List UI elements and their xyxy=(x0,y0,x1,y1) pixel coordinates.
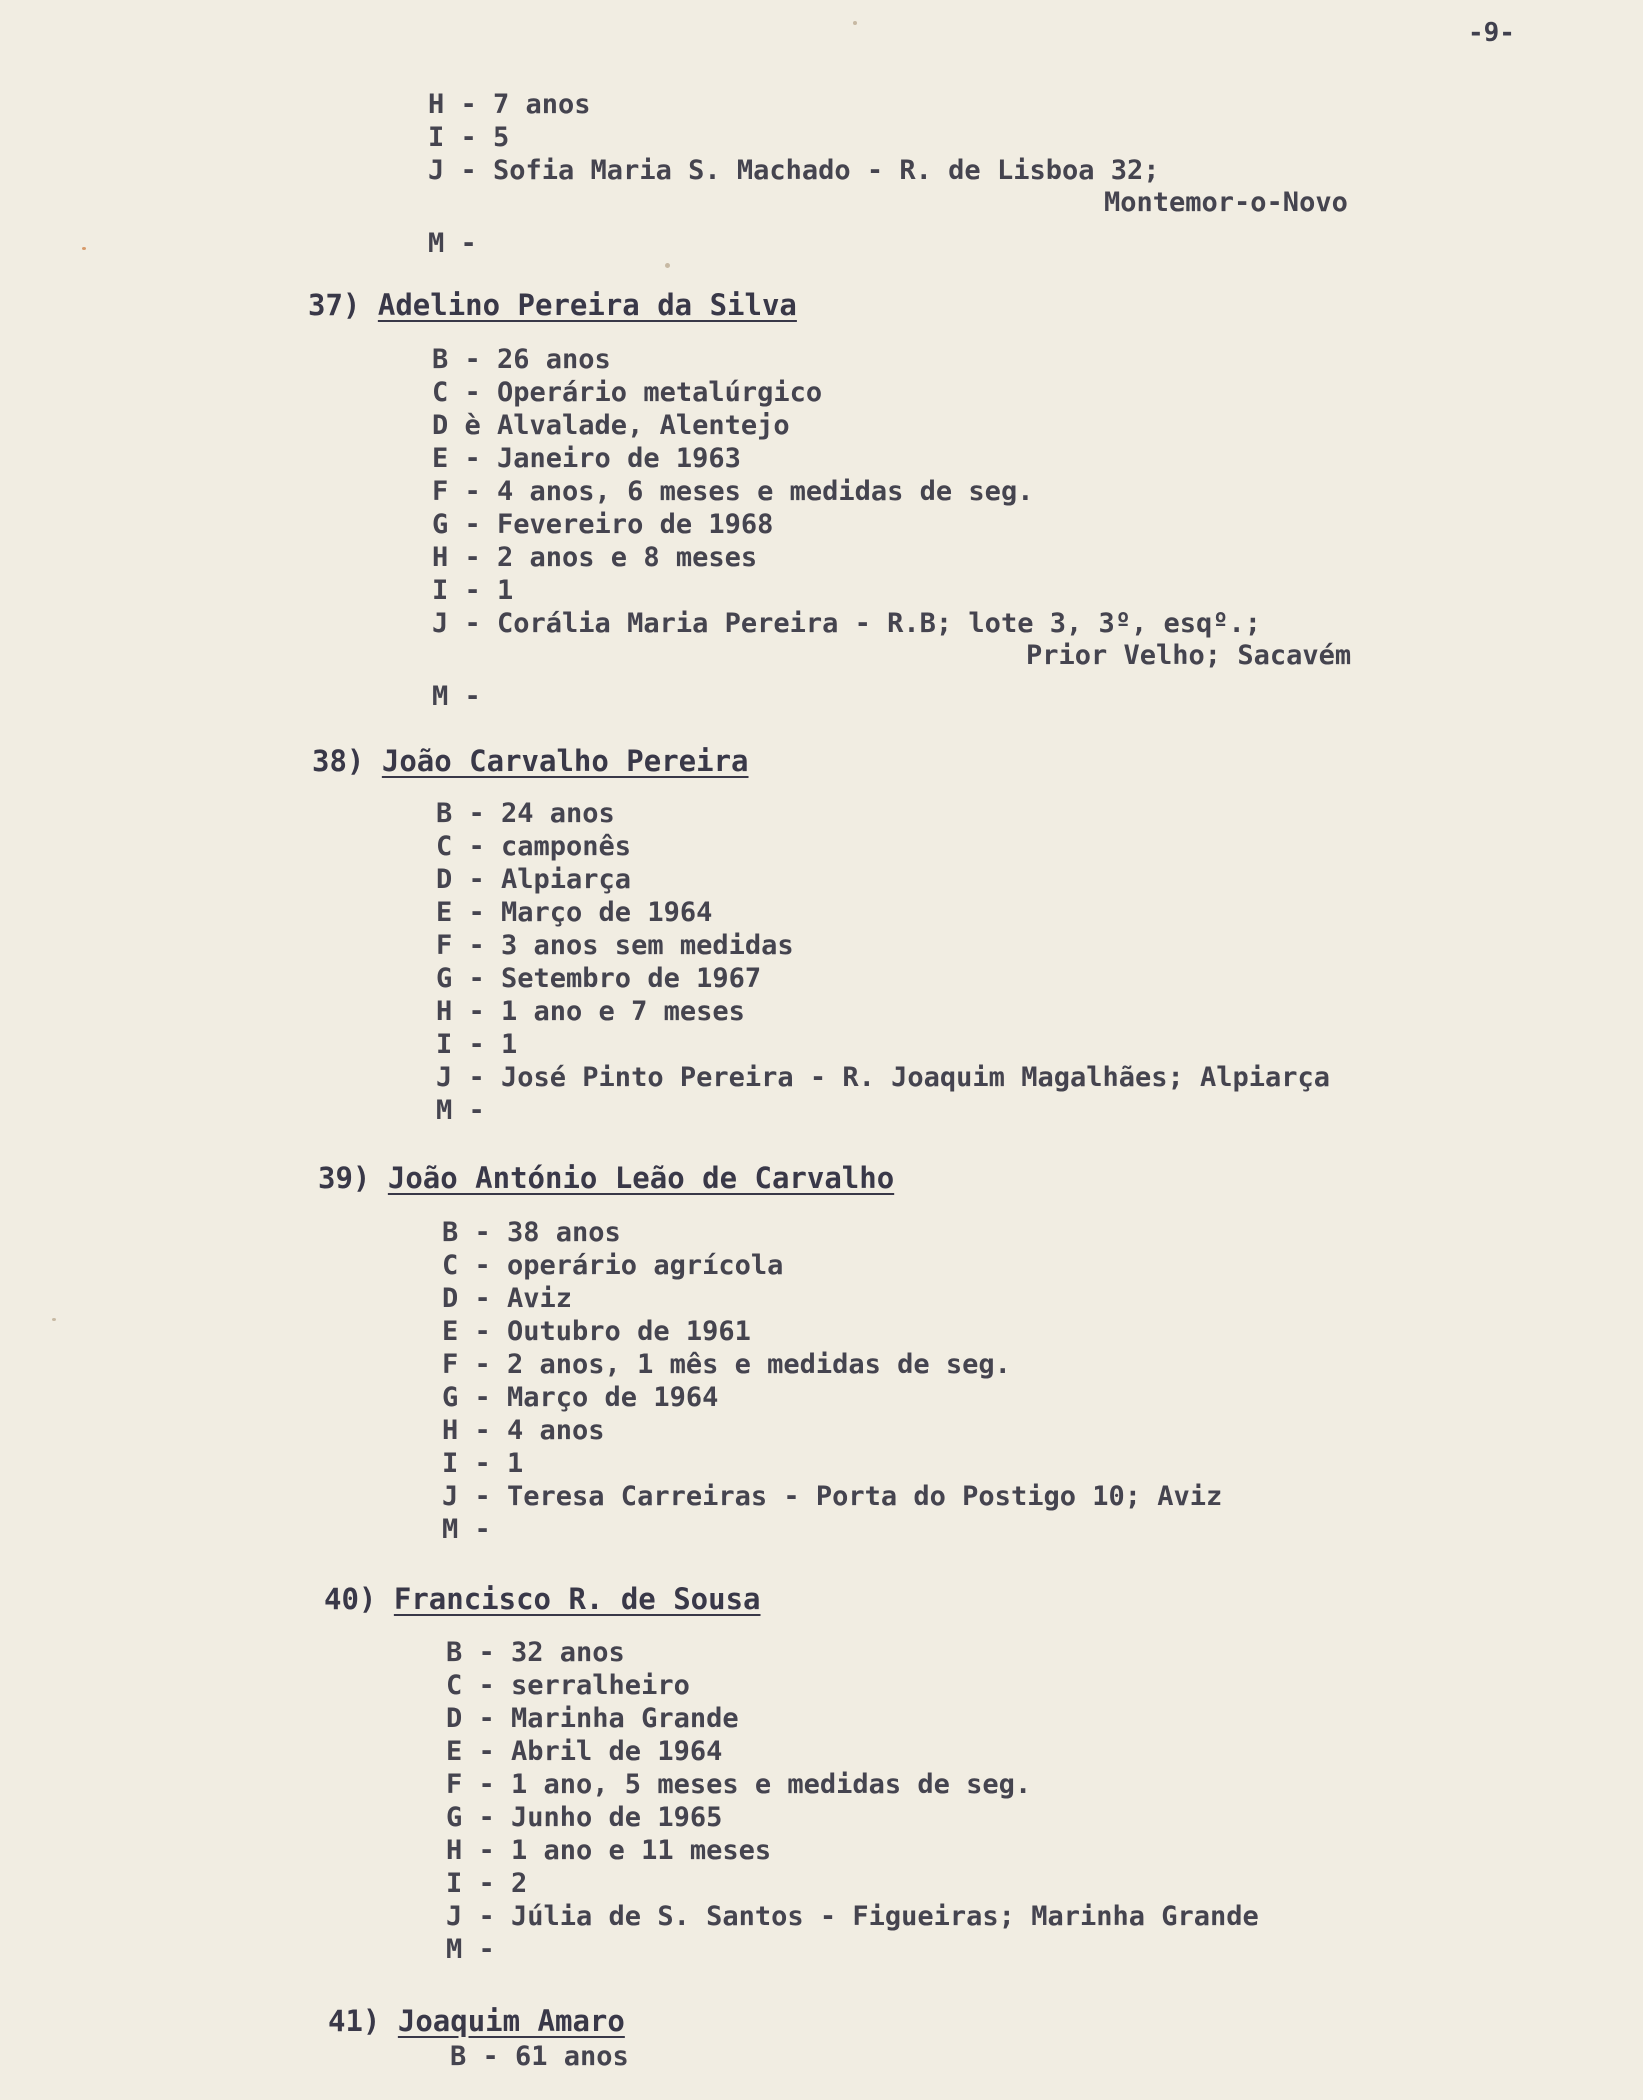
field-line: I - 2 xyxy=(446,1868,528,1899)
field-line: B - 26 anos xyxy=(432,344,611,375)
paper-speck xyxy=(853,21,857,25)
field-line: I - 1 xyxy=(432,575,514,606)
field-line: J - José Pinto Pereira - R. Joaquim Magalhães; Alpiarça xyxy=(436,1062,1331,1093)
entry-heading xyxy=(308,288,797,322)
field-line: H - 2 anos e 8 meses xyxy=(432,542,758,573)
field-line: D - Alpiarça xyxy=(436,864,632,895)
field-line: J - Teresa Carreiras - Porta do Postigo 10; Aviz xyxy=(442,1481,1223,1512)
entry-number: 41) xyxy=(328,2004,381,2038)
field-line: G - Fevereiro de 1968 xyxy=(432,509,774,540)
field-line: F - 3 anos sem medidas xyxy=(436,930,794,961)
field-line: E - Outubro de 1961 xyxy=(442,1316,751,1347)
entry-number: 38) xyxy=(312,744,365,778)
field-line: F - 2 anos, 1 mês e medidas de seg. xyxy=(442,1349,1011,1380)
field-line: C - camponês xyxy=(436,831,632,862)
field-line: M - xyxy=(436,1095,485,1126)
field-line: J - Júlia de S. Santos - Figueiras; Marinha Grande xyxy=(446,1901,1259,1932)
field-line: I - 1 xyxy=(436,1029,518,1060)
field-line: F - 1 ano, 5 meses e medidas de seg. xyxy=(446,1769,1032,1800)
field-line: H - 1 ano e 11 meses xyxy=(446,1835,772,1866)
field-line: C - operário agrícola xyxy=(442,1250,784,1281)
field-line: C - serralheiro xyxy=(446,1670,690,1701)
paper-speck xyxy=(82,247,86,250)
paper-speck xyxy=(52,1318,56,1321)
field-line: I - 5 xyxy=(428,122,510,153)
paper-speck xyxy=(665,263,670,268)
entry-number: 37) xyxy=(308,288,361,322)
field-line: B - 38 anos xyxy=(442,1217,621,1248)
entry-heading xyxy=(318,1161,894,1195)
field-line: E - Abril de 1964 xyxy=(446,1736,723,1767)
field-line: M - xyxy=(432,681,481,712)
field-line: D - Aviz xyxy=(442,1283,573,1314)
entry-name: Adelino Pereira da Silva xyxy=(377,288,797,322)
entry-number: 39) xyxy=(318,1161,371,1195)
entry-heading xyxy=(328,2004,625,2038)
entry-heading xyxy=(324,1582,761,1616)
field-line: I - 1 xyxy=(442,1448,524,1479)
field-line: G - Setembro de 1967 xyxy=(436,963,762,994)
field-line: B - 61 anos xyxy=(450,2041,629,2072)
entry-name: João Carvalho Pereira xyxy=(381,744,749,778)
field-line: C - Operário metalúrgico xyxy=(432,377,823,408)
field-line: B - 24 anos xyxy=(436,798,615,829)
address-continuation: Montemor-o-Novo xyxy=(1104,187,1348,218)
entry-name: Joaquim Amaro xyxy=(397,2004,625,2038)
field-line: H - 1 ano e 7 meses xyxy=(436,996,745,1027)
field-line: M - xyxy=(442,1514,491,1545)
entry-name: João António Leão de Carvalho xyxy=(387,1161,895,1195)
field-line: D è Alvalade, Alentejo xyxy=(432,410,790,441)
field-line: B - 32 anos xyxy=(446,1637,625,1668)
field-line: J - Corália Maria Pereira - R.B; lote 3, 3º, esqº.; xyxy=(432,608,1262,639)
field-line: M - xyxy=(446,1934,495,1965)
field-line: H - 4 anos xyxy=(442,1415,605,1446)
field-line: E - Março de 1964 xyxy=(436,897,713,928)
field-line: H - 7 anos xyxy=(428,89,591,120)
address-continuation: Prior Velho; Sacavém xyxy=(1026,640,1352,671)
entry-name: Francisco R. de Sousa xyxy=(393,1582,761,1616)
field-line: G - Junho de 1965 xyxy=(446,1802,723,1833)
field-line: G - Março de 1964 xyxy=(442,1382,719,1413)
field-line: M - xyxy=(428,228,477,259)
field-line: F - 4 anos, 6 meses e medidas de seg. xyxy=(432,476,1034,507)
field-line: J - Sofia Maria S. Machado - R. de Lisboa 32; xyxy=(428,155,1160,186)
field-line: D - Marinha Grande xyxy=(446,1703,739,1734)
entry-heading xyxy=(312,744,749,778)
field-line: E - Janeiro de 1963 xyxy=(432,443,741,474)
page-number: -9- xyxy=(1468,18,1515,48)
entry-number: 40) xyxy=(324,1582,377,1616)
